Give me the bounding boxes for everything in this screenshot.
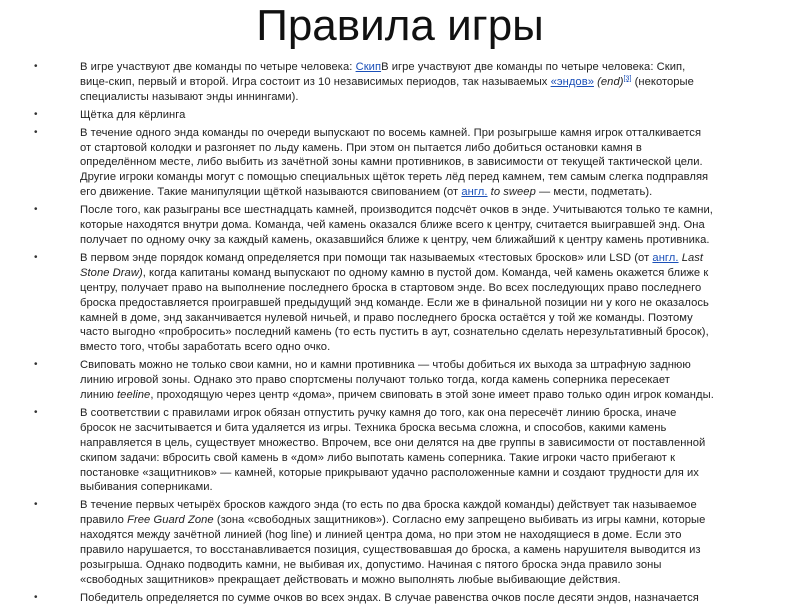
text-line bbox=[80, 185, 760, 200]
list-item bbox=[34, 60, 760, 105]
text-segment: teeline bbox=[117, 389, 151, 402]
text-segment: которые находятся внутри дома. Команда, чей камень оказался ближе всего к центру, считается выигравшей энд. Она bbox=[80, 219, 705, 232]
text-segment: В соответствии с правилами игрок обязан отпустить ручку камня до того, как она пересечёт линию броска, иначе bbox=[80, 406, 677, 419]
text-segment: линию bbox=[80, 389, 118, 402]
text-segment: линию игровой зоны. Однако это право спортсмены получают только тогда, когда камень соперника пересекает bbox=[80, 374, 670, 387]
text-segment: — мести, подметать). bbox=[535, 186, 653, 199]
text-segment: выбивания соперниками. bbox=[80, 481, 213, 494]
link[interactable]: [3] bbox=[623, 75, 632, 83]
bullet-icon: • bbox=[34, 251, 38, 263]
text-line bbox=[80, 466, 760, 481]
bullet-icon: • bbox=[34, 108, 38, 120]
text-line bbox=[80, 75, 760, 90]
link[interactable]: англ. bbox=[652, 251, 679, 264]
text-line bbox=[80, 406, 760, 421]
text-segment: камней в доме, энд заканчивается нулевой ничьей, и право последнего броска остаётся у той же команды. Поэтому bbox=[80, 311, 693, 324]
text-line bbox=[80, 233, 760, 248]
text-segment: , проходящую через центр «дома», причем свиповать в этой зоне имеет право только один игрок команды. bbox=[150, 389, 714, 402]
bullet-icon: • bbox=[34, 359, 38, 371]
text-segment: направляется в цель, существует множество. Впрочем, все они делятся на две группы в зависимости от поставленной bbox=[80, 436, 706, 449]
text-line bbox=[80, 203, 760, 218]
text-line bbox=[80, 558, 760, 573]
text-segment: «свободных защитников» прекращает действовать и можно выполнять любые выбивающие действия. bbox=[80, 573, 621, 586]
bullet-icon: • bbox=[34, 499, 38, 511]
text-segment: (end) bbox=[593, 75, 624, 88]
list-item bbox=[34, 406, 760, 495]
text-segment: В игре участвуют две команды по четыре человека: Скип, bbox=[381, 61, 686, 73]
bullet-icon: • bbox=[34, 591, 38, 603]
text-segment: Победитель определяется по сумме очков во всех эндах. В случае равенства очков после десяти эндов, назначается bbox=[80, 591, 699, 604]
text-line bbox=[80, 155, 760, 170]
text-line bbox=[80, 311, 760, 326]
text-segment: правило нарушается, то восстанавливается позиция, существовавшая до броска, а камень нарушителя выводится из bbox=[80, 544, 701, 557]
text-segment: После того, как разыграны все шестнадцать камней, производится подсчёт очков в энде. Учитываются только те камни, bbox=[80, 204, 713, 217]
text-segment: бросок не засчитывается и бита удаляется из игры. Техника броска весьма сложна, и способов, какими камень bbox=[80, 421, 667, 434]
text-line bbox=[80, 325, 760, 340]
text-segment: Last bbox=[678, 251, 704, 264]
text-segment: вместо того, чтобы заработать всего одно очко. bbox=[80, 341, 331, 354]
list-item bbox=[34, 251, 760, 355]
text-line bbox=[80, 251, 760, 266]
text-line bbox=[80, 108, 760, 123]
text-line bbox=[80, 170, 760, 185]
rules-list bbox=[34, 60, 760, 609]
text-segment: (некоторые bbox=[631, 75, 694, 88]
text-segment: В игре участвуют две команды по четыре человека: bbox=[80, 61, 356, 73]
text-segment: Stone Draw) bbox=[80, 266, 143, 279]
text-segment: В течение одного энда команды по очереди выпускают по восемь камней. При розыгрыше камня игрок отталкивается bbox=[80, 126, 702, 139]
bullet-icon: • bbox=[34, 406, 38, 418]
text-line bbox=[80, 373, 760, 388]
text-segment: to sweep bbox=[487, 186, 536, 199]
text-line bbox=[80, 388, 760, 403]
text-segment: вице-скип, первый и второй. Игра состоит из 10 независимых периодов, так называемых bbox=[80, 75, 551, 88]
text-segment: правило bbox=[80, 514, 128, 527]
text-segment: центру, получает право на выполнение последнего броска в стартовом энде. Во всех последующих право последнего bbox=[80, 281, 702, 294]
text-line bbox=[80, 436, 760, 451]
text-segment: специалисты называют энды иннингами). bbox=[80, 90, 299, 103]
text-line bbox=[80, 498, 760, 513]
text-segment: Free Guard Zone bbox=[127, 514, 214, 527]
text-line bbox=[80, 126, 760, 141]
text-line bbox=[80, 358, 760, 373]
text-line bbox=[80, 513, 760, 528]
text-line bbox=[80, 141, 760, 156]
link[interactable]: Скип bbox=[355, 61, 382, 73]
list-item bbox=[34, 126, 760, 201]
text-segment: (зона «свободных защитников»). Согласно ему запрещено выбивать из игры камни, которые bbox=[213, 514, 706, 527]
list-item bbox=[34, 591, 760, 606]
text-segment: постановке «защитников» — камней, которые прикрывают удачно расположенные камни и создают трудности для их bbox=[80, 466, 699, 479]
text-line bbox=[80, 543, 760, 558]
text-line bbox=[80, 266, 760, 281]
list-item bbox=[34, 108, 760, 123]
text-segment: его движение. Такие манипуляции щёткой называются свипованием (от bbox=[80, 186, 462, 199]
text-line bbox=[80, 421, 760, 436]
text-segment: броска предоставляется проигравшей предыдущий энд команде. Если же в финальной позиции ни у кого не оказалось bbox=[80, 296, 709, 309]
text-line bbox=[80, 60, 760, 75]
text-line bbox=[80, 480, 760, 495]
text-line bbox=[80, 528, 760, 543]
text-line bbox=[80, 573, 760, 588]
bullet-icon: • bbox=[34, 126, 38, 138]
text-line bbox=[80, 340, 760, 355]
text-segment: определённом месте, либо выбить из зачётной зоны камни противников, в зависимости от текущей тактической цели. bbox=[80, 156, 703, 169]
bullet-icon: • bbox=[34, 204, 38, 216]
link[interactable]: «эндов» bbox=[550, 75, 594, 88]
text-line bbox=[80, 281, 760, 296]
list-item bbox=[34, 498, 760, 587]
text-segment: Другие игроки команды могут с помощью специальных щёток тереть лёд перед камнем, тем самым слегка подправляя bbox=[80, 171, 709, 184]
text-segment: розыгрыша. Однако подводить камни, не выбивая их, допустимо. Начиная с пятого броска энда правило зоны bbox=[80, 559, 662, 571]
text-segment: Щётка для кёрлинга bbox=[80, 108, 186, 121]
list-item bbox=[34, 358, 760, 403]
text-segment: находятся между зачётной линией (hog line) и линией центра дома, но при этом не находящиеся в доме. Если это bbox=[80, 529, 682, 542]
text-segment: В течение первых четырёх бросков каждого энда (то есть по два броска каждой команды) действует так называемое bbox=[80, 499, 697, 512]
link[interactable]: англ. bbox=[461, 186, 488, 199]
text-segment: , когда капитаны команд выпускают по одному камню в пустой дом. Команда, чей камень окажется ближе к bbox=[142, 266, 709, 279]
text-segment: Свиповать можно не только свои камни, но и камни противника — чтобы добиться их выхода за штрафную заднюю bbox=[80, 359, 691, 372]
text-line bbox=[80, 90, 760, 105]
text-segment: получает по одному очку за каждый камень, оказавшийся ближе к центру, чем ближайший к центру камень противника. bbox=[80, 233, 710, 246]
text-segment: В первом энде порядок команд определяется при помощи так называемых «тестовых бросков» или LSD (от bbox=[80, 251, 653, 264]
text-line bbox=[80, 591, 760, 606]
text-line bbox=[80, 296, 760, 311]
text-segment: скипом задачи: вбросить свой камень в «дом» либо выпотать камень соперника. Такие игроки часто прибегают к bbox=[80, 451, 676, 464]
text-segment: от стартовой колодки и разгоняет по льду камень. При этом он пытается либо добиться остановки камня в bbox=[80, 141, 642, 154]
list-item bbox=[34, 203, 760, 248]
page-title: Правила игры bbox=[256, 1, 544, 50]
text-line bbox=[80, 218, 760, 233]
text-line bbox=[80, 451, 760, 466]
text-segment: часто выгодно «пробросить» последний камень (то есть пустить в аут, сознательно сделать нерезультативный бросок), bbox=[80, 326, 709, 339]
bullet-icon: • bbox=[34, 61, 38, 72]
